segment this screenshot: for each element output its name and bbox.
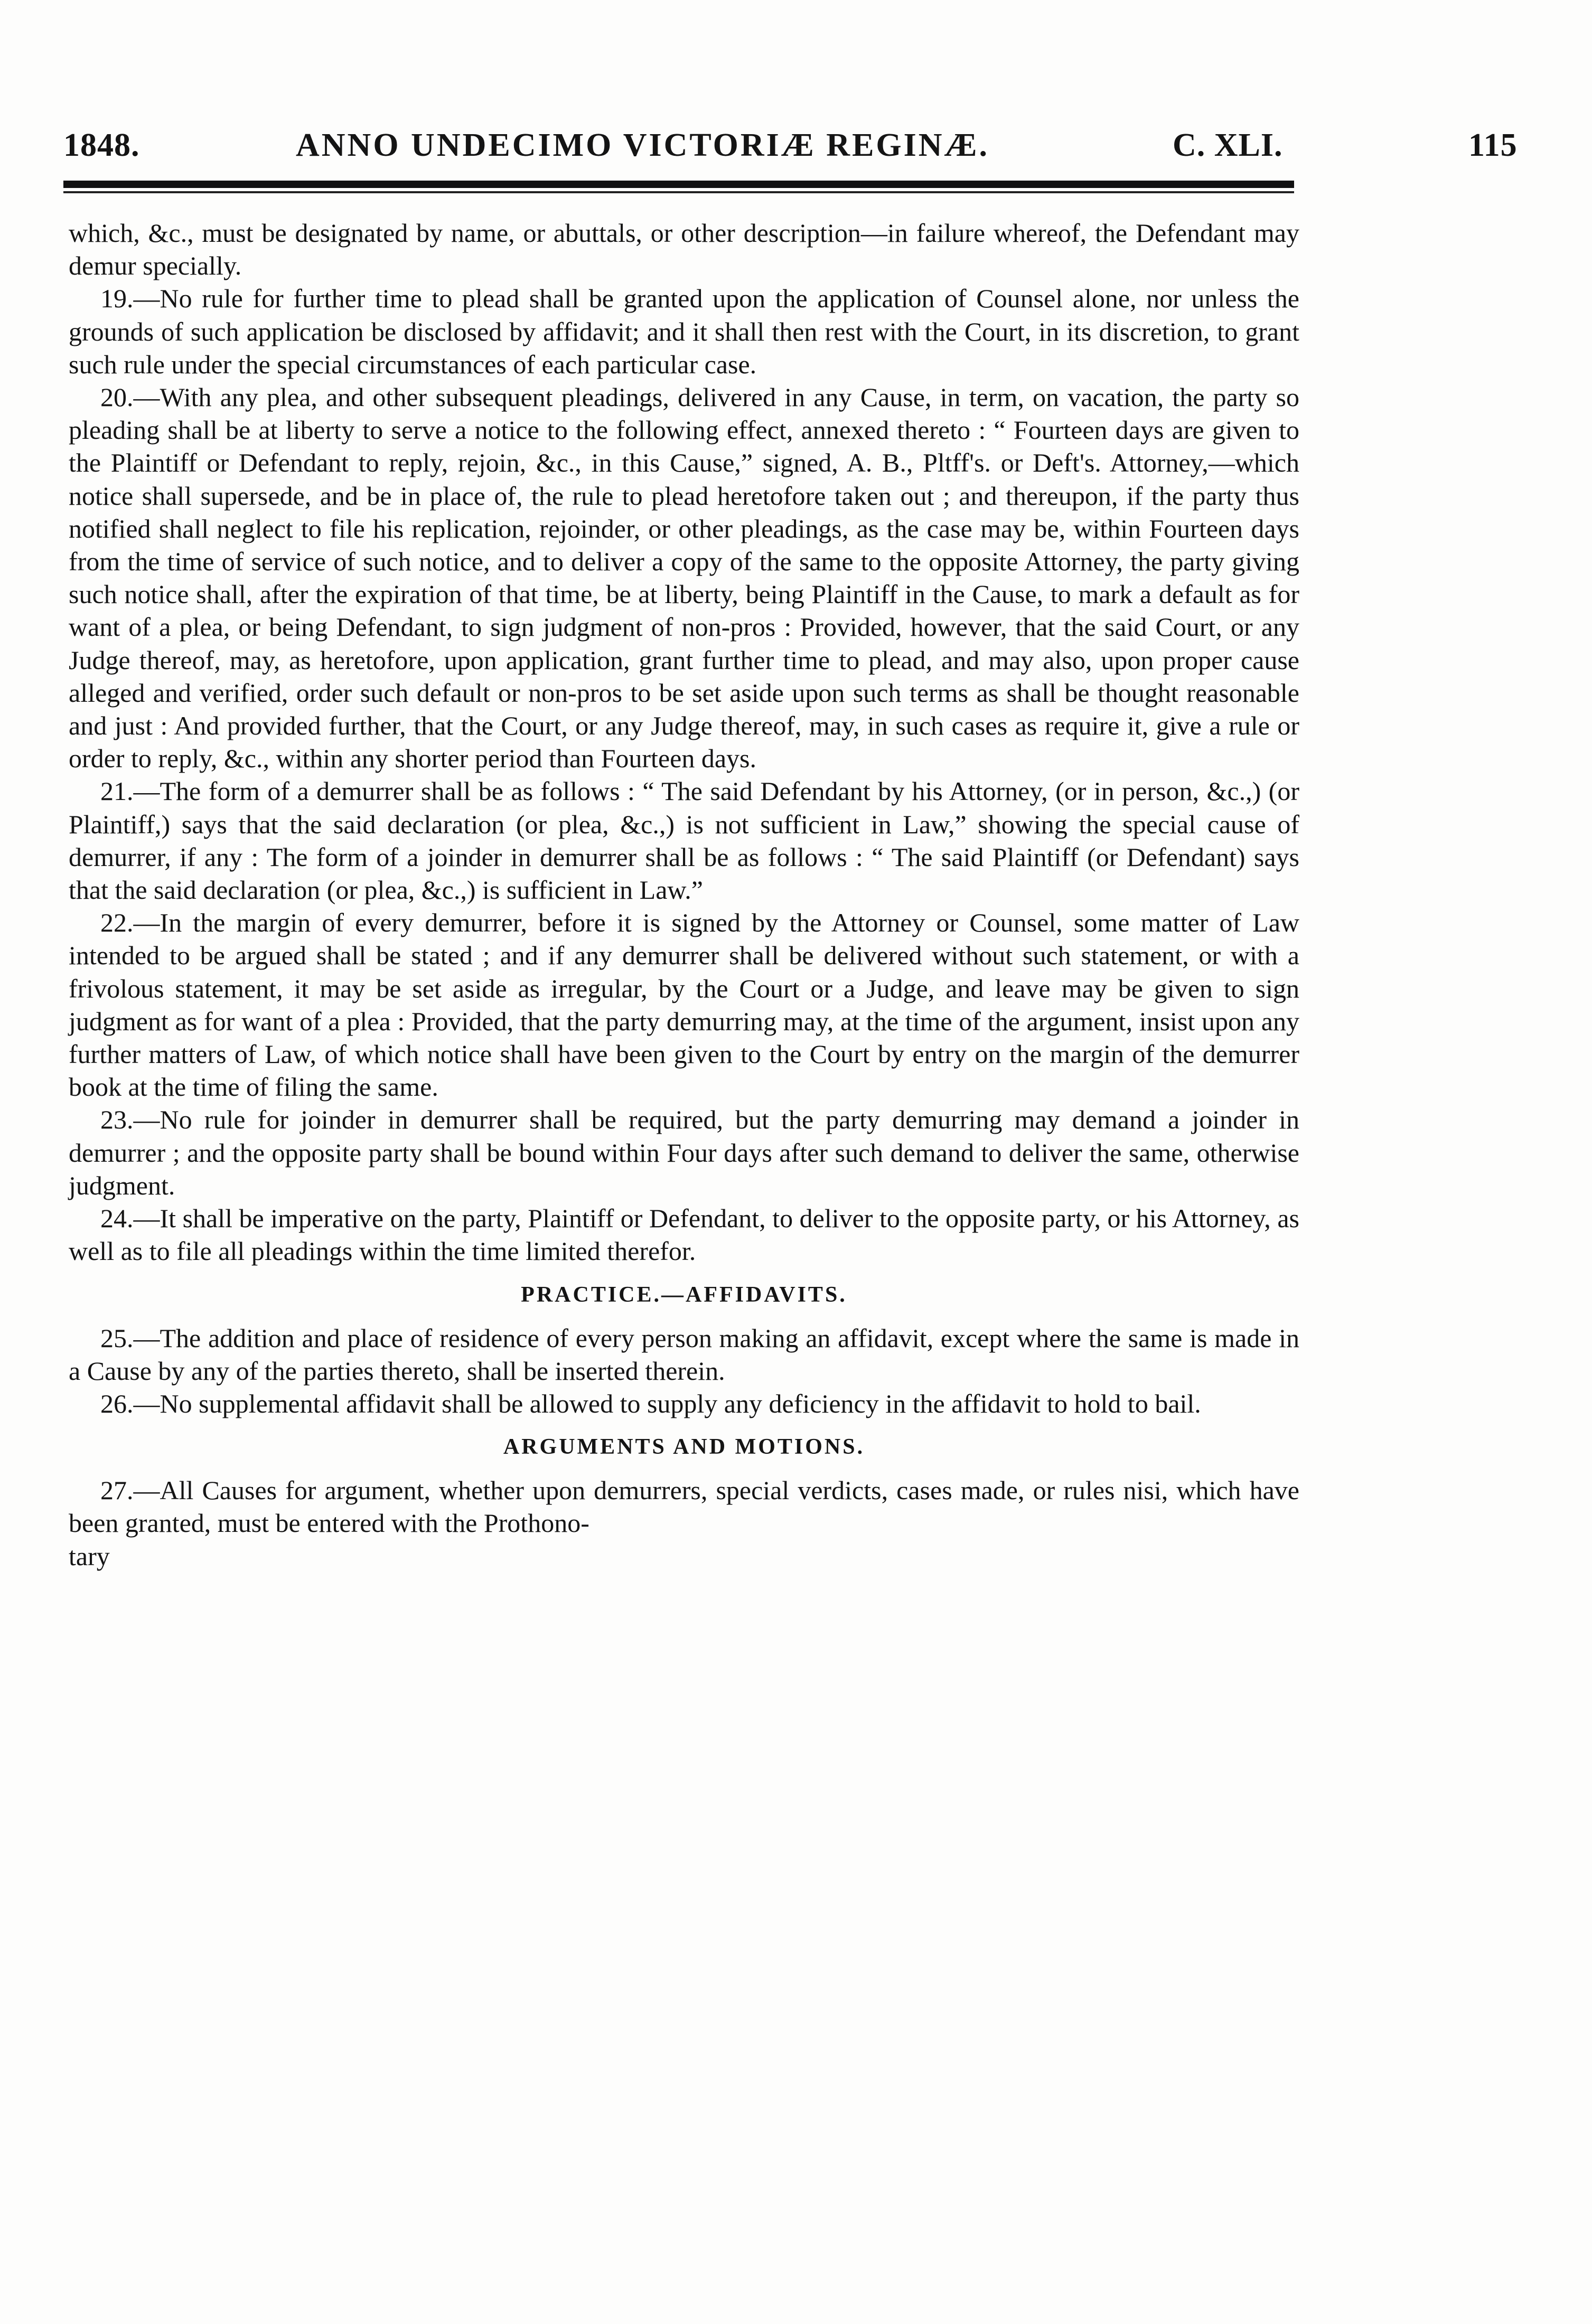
- header-rule-thick: [63, 181, 1294, 188]
- paragraph-20: 20.—With any plea, and other subsequent pleadings, delivered in any Cause, in term, on vacation, the party so pleading shall be at liberty to serve a notice to the following effect, annexed thereto : “ Fourteen days are given to the Plaintiff or Defendant to reply, rejoin, &c., in this Cause,” signed, A. B., Pltff's. or Deft's. Attorney,—which notice shall supersede, and be in place of, the rule to plead heretofore taken out ; and thereupon, if the party thus notified shall neglect to file his replication, rejoinder, or other pleadings, as the case may be, within Fourteen days from the time of service of such notice, and to deliver a copy of the same to the opposite Attorney, the party giving such notice shall, after the expiration of that time, be at liberty, being Plaintiff in the Cause, to mark a default as for want of a plea, or being Defendant, to sign judgment of non-pros : Provided, however, that the said Court, or any Judge thereof, may, as heretofore, upon application, grant further time to plead, and may also, upon proper cause alleged and verified, order such default or non-pros to be set aside upon such terms as shall be thought reasonable and just : And provided further, that the Court, or any Judge thereof, may, in such cases as require it, give a rule or order to reply, &c., within any shorter period than Fourteen days.: [69, 382, 1299, 774]
- paragraph-24: 24.—It shall be imperative on the party, Plaintiff or Defendant, to deliver to the opposite party, or his Attorney, as well as to file all pleadings within the time limited therefor.: [69, 1203, 1299, 1266]
- section-heading-practice: PRACTICE.—AFFIDAVITS.: [521, 1282, 847, 1307]
- document-body: [69, 217, 1299, 1573]
- paragraph-21: 21.—The form of a demurrer shall be as follows : “ The said Defendant by his Attorney, (or in person, &c.,) (or Plaintiff,) says that the said declaration (or plea, &c.,) is not sufficient in Law,” showing the special cause of demurrer, if any : The form of a joinder in demurrer shall be as follows : “ The said Plaintiff (or Defendant) says that the said declaration (or plea, &c.,) is sufficient in Law.”: [69, 776, 1299, 905]
- header-year: 1848.: [63, 127, 140, 163]
- paragraph-25: 25.—The addition and place of residence of every person making an affidavit, except where the same is made in a Cause by any of the parties thereto, shall be inserted therein.: [69, 1323, 1299, 1386]
- page-number: 115: [1468, 127, 1518, 163]
- paragraph-23: 23.—No rule for joinder in demurrer shall be required, but the party demurring may demand a joinder in demurrer ; and the opposite party shall be bound within Four days after such demand to deliver the same, otherwise judgment.: [69, 1105, 1299, 1200]
- paragraph-continuation: which, &c., must be designated by name, or abuttals, or other description—in failure whereof, the Defendant may demur specially.: [69, 218, 1299, 281]
- paragraph-26: 26.—No supplemental affidavit shall be allowed to supply any deficiency in the affidavit to hold to bail.: [100, 1388, 1201, 1418]
- header-rule-thin: [63, 191, 1294, 193]
- header-chapter: C. XLI.: [1173, 127, 1283, 163]
- paragraph-19: 19.—No rule for further time to plead shall be granted upon the application of Counsel alone, nor unless the grounds of such application be disclosed by affidavit; and it shall then rest with the Court, in its discretion, to grant such rule under the special circumstances of each particular case.: [69, 284, 1299, 379]
- paragraph-22: 22.—In the margin of every demurrer, before it is signed by the Attorney or Counsel, some matter of Law intended to be argued shall be stated ; and if any demurrer shall be delivered without such statement, or with a frivolous statement, it may be set aside as irregular, by the Court or a Judge, and leave may be given to sign judgment as for want of a plea : Provided, that the party demurring may, at the time of the argument, insist upon any further matters of Law, of which notice shall have been given to the Court by entry on the margin of the demurrer book at the time of filing the same.: [69, 908, 1299, 1102]
- section-heading-arguments: ARGUMENTS AND MOTIONS.: [503, 1435, 865, 1460]
- running-header: [63, 127, 1542, 174]
- header-title: ANNO UNDECIMO VICTORIÆ REGINÆ.: [296, 127, 990, 163]
- paragraph-27: 27.—All Causes for argument, whether upon demurrers, special verdicts, cases made, or rules nisi, which have been granted, must be entered with the Prothono-: [69, 1475, 1299, 1538]
- catchword: tary: [69, 1541, 110, 1571]
